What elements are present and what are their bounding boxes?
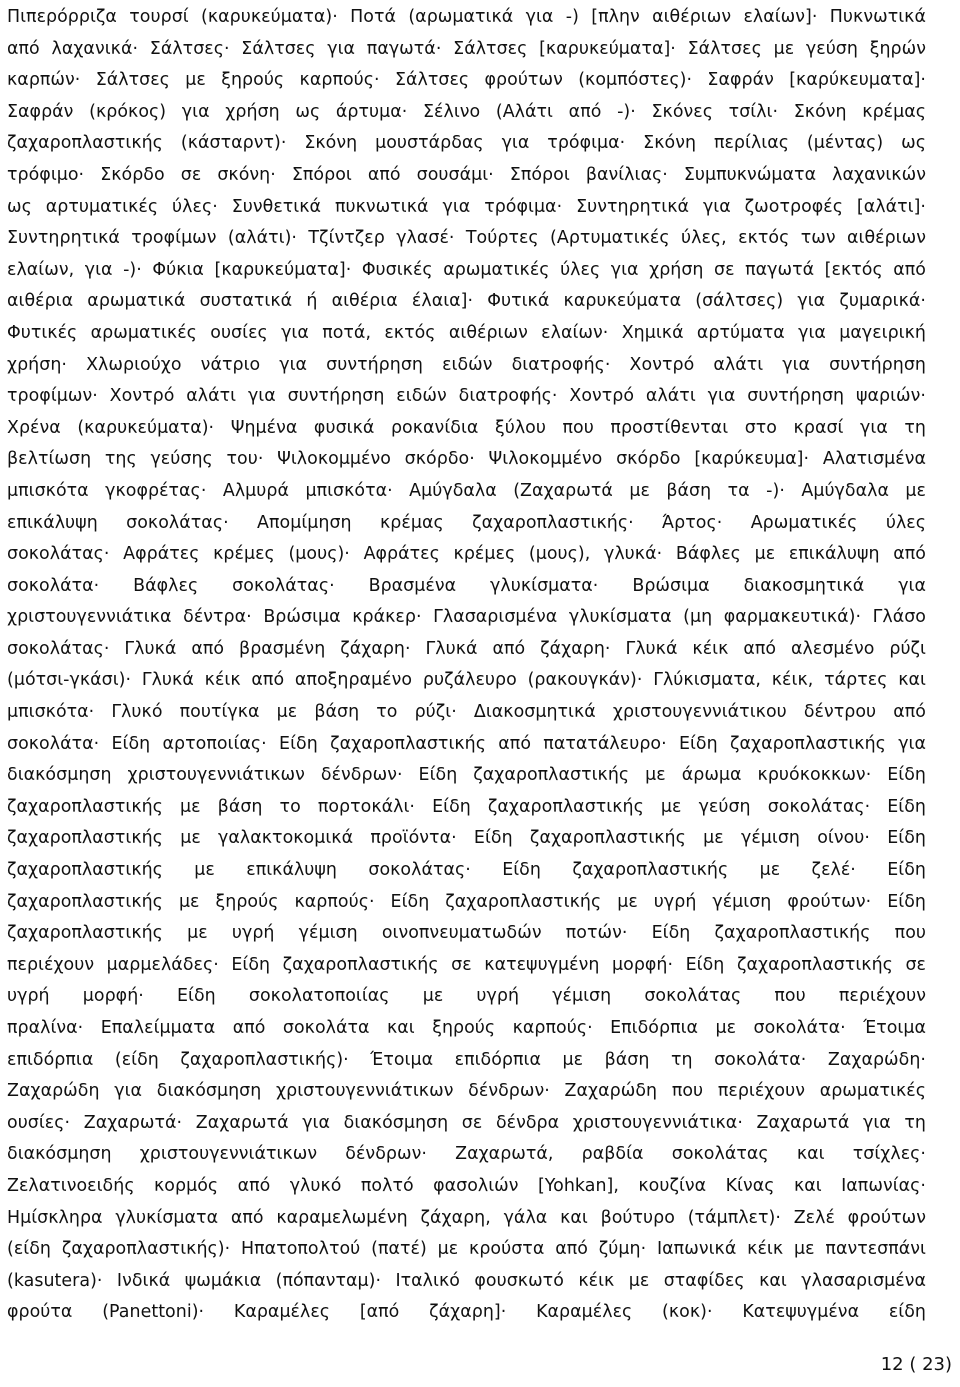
text-line: Ζελατινοειδής κορμός από γλυκό πολτό φασολιών [Yohkan], κουζίνα Κίνας και Ιαπωνίας·: [7, 1175, 926, 1196]
text-line: τροφίμων· Χοντρό αλάτι για συντήρηση ειδών διατροφής· Χοντρό αλάτι για συντήρηση ψαριών·: [7, 386, 926, 407]
text-line: (είδη ζαχαροπλαστικής)· Ηπατοπολτού (πατέ) με κρούστα από ζύμη· Ιαπωνικά κέικ με παντεσπάνι: [7, 1239, 926, 1260]
body-paragraph: [7, 2, 926, 1329]
text-line: σοκολάτα· Είδη αρτοποιίας· Είδη ζαχαροπλαστικής από πατατάλευρο· Είδη ζαχαροπλαστικής για: [7, 733, 926, 754]
text-line: μπισκότα γκοφρέτας· Αλμυρά μπισκότα· Αμύγδαλα (Ζαχαρωτά με βάση τα -)· Αμύγδαλα με: [7, 480, 926, 501]
text-line: ζαχαροπλαστικής με ξηρούς καρπούς· Είδη ζαχαροπλαστικής με υγρή γέμιση φρούτων· Είδη: [7, 891, 926, 912]
text-line: αιθέρια αρωματικά συστατικά ή αιθέρια έλαια]· Φυτικά καρυκεύματα (σάλτσες) για ζυμαρικά·: [7, 291, 926, 312]
text-line: Ζαχαρώδη για διακόσμηση χριστουγεννιάτικων δένδρων· Ζαχαρώδη που περιέχουν αρωματικές: [7, 1081, 926, 1102]
text-line: καρπών· Σάλτσες με ξηρούς καρπούς· Σάλτσες φρούτων (κομπόστες)· Σαφράν [καρύκευματα]·: [7, 70, 926, 91]
page-number: 12 ( 23): [880, 1354, 952, 1375]
text-line: (kasutera)· Ινδικά ψωμάκια (πόπανταμ)· Ιταλικό φουσκωτό κέικ με σταφίδες και γλασαρισμένα: [7, 1270, 926, 1291]
text-line: ζαχαροπλαστικής (κάσταρντ)· Σκόνη μουστάρδας για τρόφιμα· Σκόνη περίλιας (μέντας) ως: [7, 133, 926, 154]
text-line: επιδόρπια (είδη ζαχαροπλαστικής)· Έτοιμα επιδόρπια με βάση τη σοκολάτα· Ζαχαρώδη·: [7, 1049, 926, 1070]
text-line: σοκολάτας· Γλυκά από βρασμένη ζάχαρη· Γλυκά από ζάχαρη· Γλυκά κέικ από αλεσμένο ρύζι: [7, 638, 926, 659]
text-line: πραλίνα· Επαλείμματα από σοκολάτα και ξηρούς καρπούς· Επιδόρπια με σοκολάτα· Έτοιμα: [7, 1018, 926, 1038]
text-line: διακόσμηση χριστουγεννιάτικων δένδρων· Ζαχαρωτά, ραβδία σοκολάτας και τσίχλες·: [7, 1144, 926, 1165]
text-line: ουσίες· Ζαχαρωτά· Ζαχαρωτά για διακόσμηση σε δένδρα χριστουγεννιάτικα· Ζαχαρωτά για τη: [7, 1112, 926, 1133]
text-line: σοκολάτα· Βάφλες σοκολάτας· Βρασμένα γλυκίσματα· Βρώσιμα διακοσμητικά για: [7, 575, 926, 596]
text-line: μπισκότα· Γλυκό πουτίγκα με βάση το ρύζι· Διακοσμητικά χριστουγεννιάτικου δέντρου από: [7, 702, 926, 723]
text-line: από λαχανικά· Σάλτσες· Σάλτσες για παγωτά· Σάλτσες [καρυκεύματα]· Σάλτσες με γεύση ξηρών: [7, 38, 926, 59]
text-line: ζαχαροπλαστικής με γαλακτοκομικά προϊόντα· Είδη ζαχαροπλαστικής με γέμιση οίνου· Είδη: [7, 828, 926, 849]
text-line: Χρένα (καρυκεύματα)· Ψημένα φυσικά ροκανίδια ξύλου που προστίθενται στο κρασί για τη: [7, 417, 926, 438]
text-line: ζαχαροπλαστικής με βάση το πορτοκάλι· Είδη ζαχαροπλαστικής με γεύση σοκολάτας· Είδη: [7, 796, 926, 817]
text-line: Πιπερόρριζα τουρσί (καρυκεύματα)· Ποτά (αρωματικά για -) [πλην αιθέριων ελαίων]· Πυκνωτικά: [7, 7, 926, 27]
text-line: ζαχαροπλαστικής με υγρή γέμιση οινοπνευματωδών ποτών· Είδη ζαχαροπλαστικής που: [7, 923, 926, 944]
text-line: Συντηρητικά τροφίμων (αλάτι)· Τζίντζερ γλασέ· Τούρτες (Αρτυματικές ύλες, εκτός των αιθέριων: [7, 228, 926, 249]
text-line: Ημίσκληρα γλυκίσματα από καραμελωμένη ζάχαρη, γάλα και βούτυρο (τάμπλετ)· Ζελέ φρούτων: [7, 1207, 926, 1228]
text-line: επικάλυψη σοκολάτας· Απομίμηση κρέμας ζαχαροπλαστικής· Άρτος· Αρωματικές ύλες: [7, 512, 926, 533]
text-line: φρούτα (Panettoni)· Καραμέλες [από ζάχαρη]· Καραμέλες (κοκ)· Κατεψυγμένα είδη: [7, 1302, 926, 1323]
text-line: ζαχαροπλαστικής με επικάλυψη σοκολάτας· Είδη ζαχαροπλαστικής με ζελέ· Είδη: [7, 860, 926, 881]
text-line: χρήση· Χλωριούχο νάτριο για συντήρηση ειδών διατροφής· Χοντρό αλάτι για συντήρηση: [7, 354, 926, 375]
text-line: περιέχουν μαρμελάδες· Είδη ζαχαροπλαστικής σε κατεψυγμένη μορφή· Είδη ζαχαροπλαστικής σε: [7, 954, 926, 975]
text-line: υγρή μορφή· Είδη σοκολατοποιίας με υγρή γέμιση σοκολάτας που περιέχουν: [7, 986, 926, 1007]
text-line: σοκολάτας· Αφράτες κρέμες (μους)· Αφράτες κρέμες (μους), γλυκά· Βάφλες με επικάλυψη από: [7, 544, 926, 565]
text-line: ελαίων, για -)· Φύκια [καρυκεύματα]· Φυσικές αρωματικές ύλες για χρήση σε παγωτά [εκτός από: [7, 259, 926, 280]
text-line: βελτίωση της γεύσης του· Ψιλοκομμένο σκόρδο· Ψιλοκομμένο σκόρδο [καρύκευμα]· Αλατισμένα: [7, 449, 926, 470]
text-line: (μότσι-γκάσι)· Γλυκά κέικ από αποξηραμένο ρυζάλευρο (ρακουγκάν)· Γλύκισματα, κέικ, τάρτες και: [7, 670, 926, 691]
text-line: Φυτικές αρωματικές ουσίες για ποτά, εκτός αιθέριων ελαίων· Χημικά αρτύματα για μαγειρική: [7, 322, 926, 343]
text-line: χριστουγεννιάτικα δέντρα· Βρώσιμα κράκερ· Γλασαρισμένα γλυκίσματα (μη φαρμακευτικά)· Γλάσο: [7, 607, 926, 628]
text-line: διακόσμηση χριστουγεννιάτικων δένδρων· Είδη ζαχαροπλαστικής με άρωμα κρυόκοκκων· Είδη: [7, 765, 926, 786]
text-line: Σαφράν (κρόκος) για χρήση ως άρτυμα· Σέλινο (Αλάτι από -)· Σκόνες τσίλι· Σκόνη κρέμας: [7, 101, 926, 122]
text-line: ως αρτυματικές ύλες· Συνθετικά πυκνωτικά για τρόφιμα· Συντηρητικά για ζωοτροφές [αλάτι]·: [7, 196, 926, 217]
text-line: τρόφιμο· Σκόρδο σε σκόνη· Σπόροι από σουσάμι· Σπόροι βανίλιας· Συμπυκνώματα λαχανικών: [7, 164, 926, 185]
